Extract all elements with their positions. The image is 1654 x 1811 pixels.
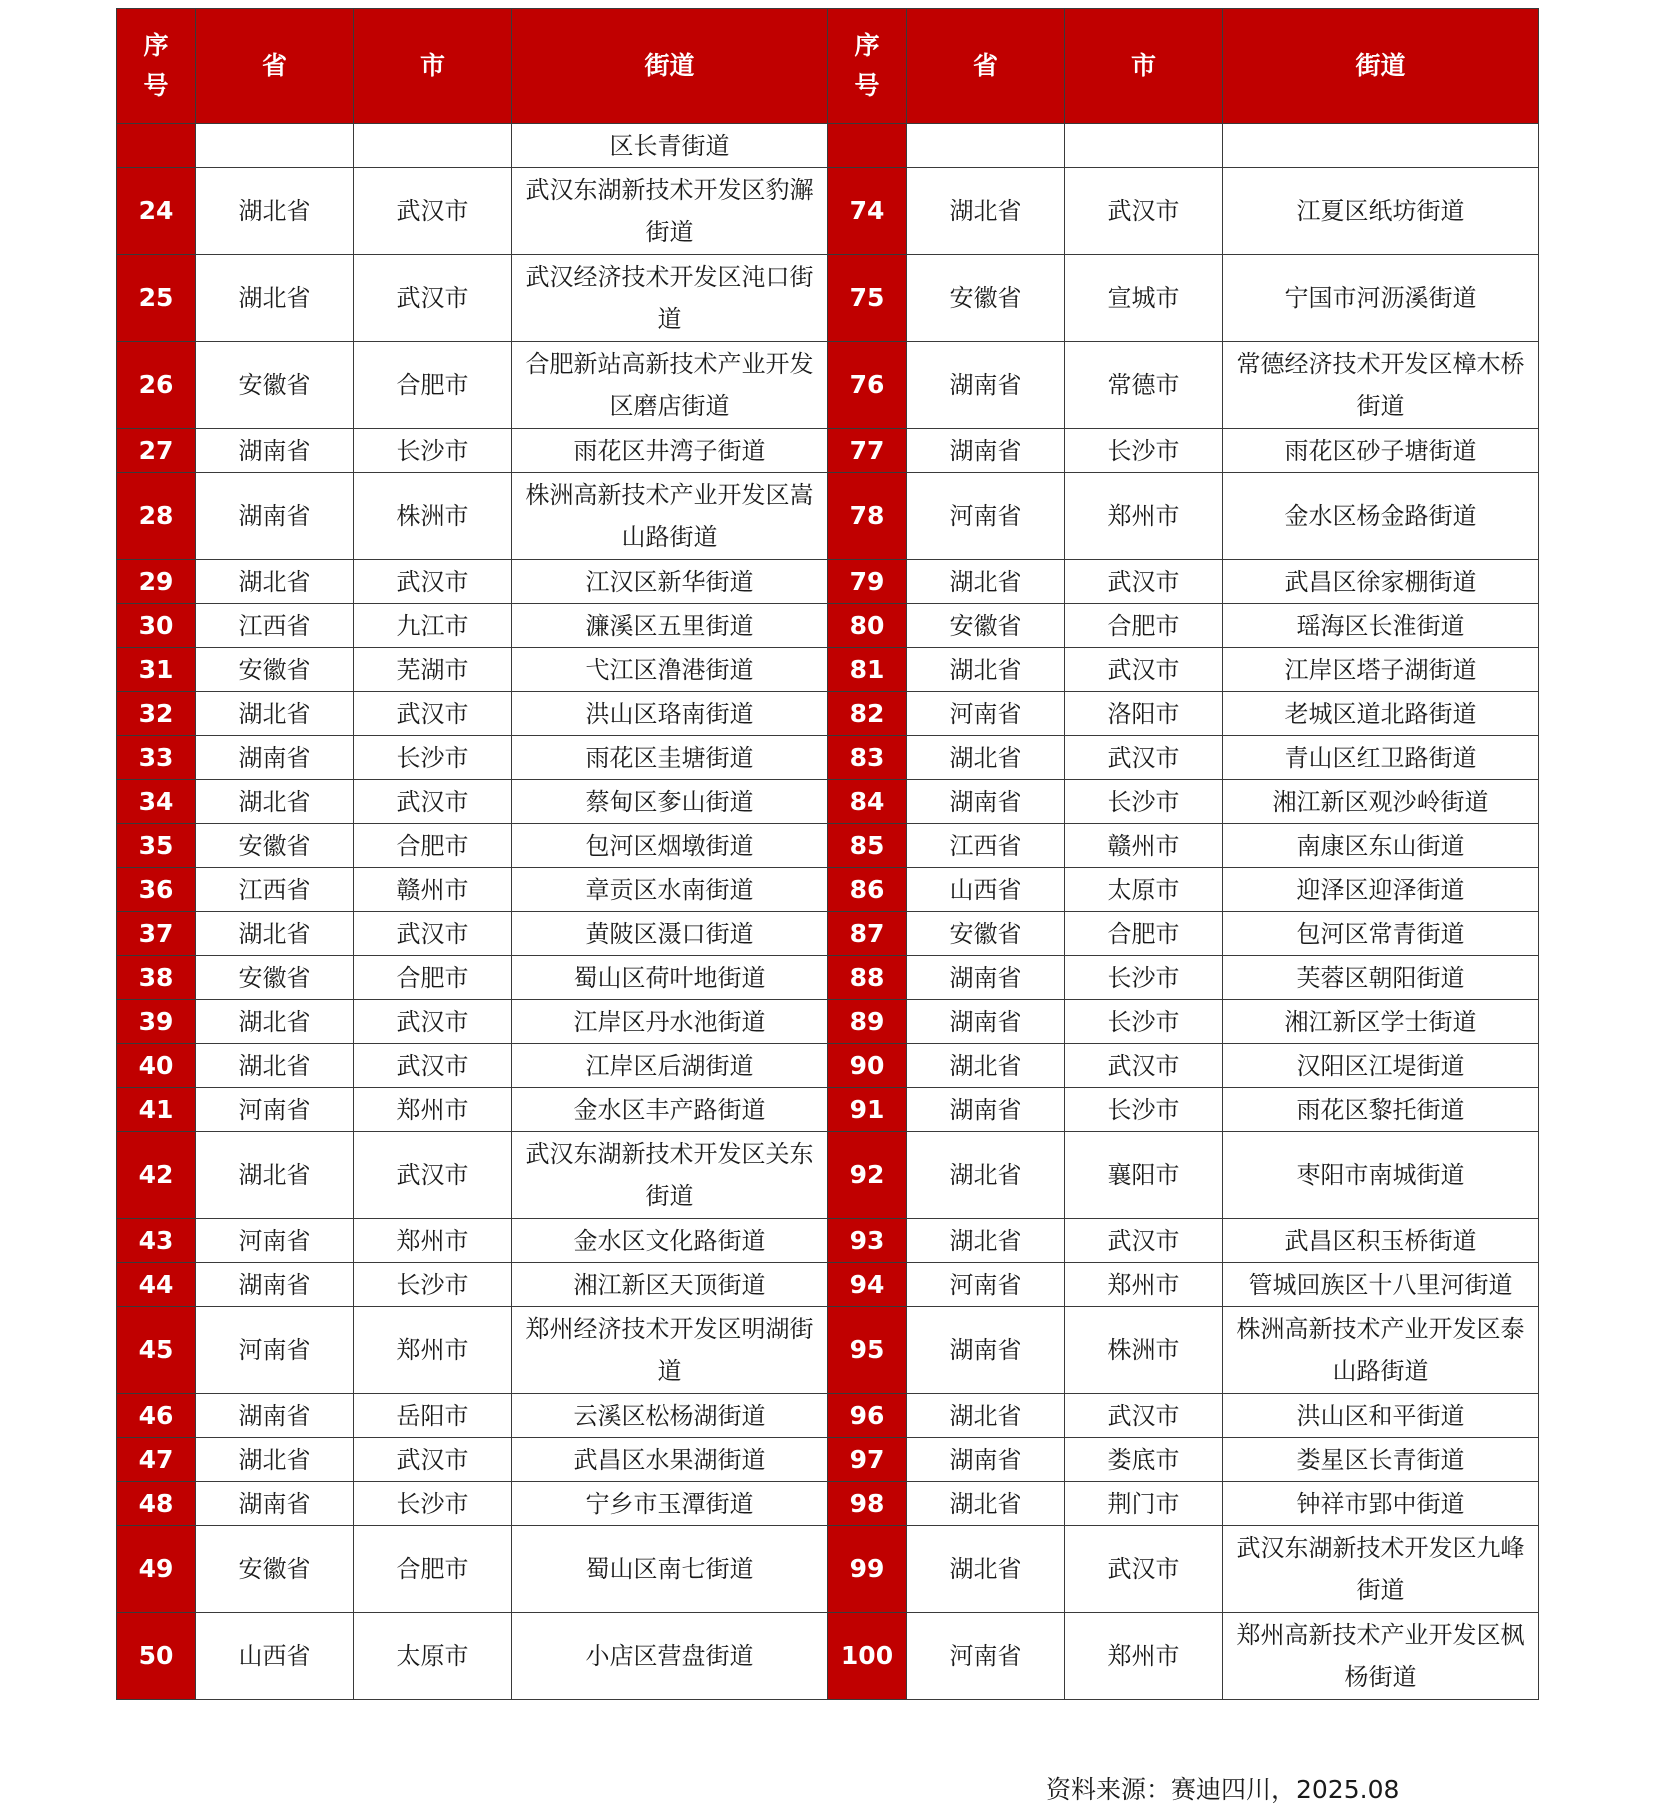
cell-city-2: 武汉市 (1065, 1526, 1223, 1613)
table-row (117, 648, 1539, 692)
cell-no: 34 (117, 780, 196, 824)
cell-no: 44 (117, 1263, 196, 1307)
cell-no: 46 (117, 1394, 196, 1438)
table-row (117, 1132, 1539, 1219)
cell-street: 金水区丰产路街道 (512, 1088, 828, 1132)
cell-city-2: 合肥市 (1065, 604, 1223, 648)
cell-province: 湖北省 (196, 560, 354, 604)
header-province: 省 (196, 9, 354, 124)
cell-city: 武汉市 (354, 912, 512, 956)
cell-province-2: 湖南省 (907, 956, 1065, 1000)
cell-no: 47 (117, 1438, 196, 1482)
cell-province: 江西省 (196, 868, 354, 912)
cell-street: 合肥新站高新技术产业开发区磨店街道 (512, 342, 828, 429)
table-row (117, 604, 1539, 648)
cell-city (354, 124, 512, 168)
cell-province: 湖北省 (196, 1000, 354, 1044)
cell-province: 湖北省 (196, 780, 354, 824)
cell-street-2: 青山区红卫路街道 (1223, 736, 1539, 780)
table-row (117, 1088, 1539, 1132)
cell-province: 安徽省 (196, 824, 354, 868)
cell-city: 郑州市 (354, 1307, 512, 1394)
cell-city-2: 武汉市 (1065, 736, 1223, 780)
cell-no: 43 (117, 1219, 196, 1263)
header-no-2: 序号 (828, 9, 907, 124)
header-province-2: 省 (907, 9, 1065, 124)
cell-city-2: 合肥市 (1065, 912, 1223, 956)
cell-province: 湖北省 (196, 168, 354, 255)
cell-no-2: 76 (828, 342, 907, 429)
cell-no-2: 89 (828, 1000, 907, 1044)
cell-street-2: 枣阳市南城街道 (1223, 1132, 1539, 1219)
header-street: 街道 (512, 9, 828, 124)
cell-province-2: 湖南省 (907, 780, 1065, 824)
cell-province: 安徽省 (196, 648, 354, 692)
cell-province: 湖北省 (196, 1438, 354, 1482)
cell-no-2: 81 (828, 648, 907, 692)
cell-street: 株洲高新技术产业开发区嵩山路街道 (512, 473, 828, 560)
cell-street: 区长青街道 (512, 124, 828, 168)
cell-no-2: 80 (828, 604, 907, 648)
cell-street: 云溪区松杨湖街道 (512, 1394, 828, 1438)
cell-street: 洪山区珞南街道 (512, 692, 828, 736)
cell-street: 江汉区新华街道 (512, 560, 828, 604)
cell-no: 38 (117, 956, 196, 1000)
cell-province-2: 河南省 (907, 692, 1065, 736)
cell-province-2: 湖北省 (907, 1132, 1065, 1219)
cell-street: 蜀山区荷叶地街道 (512, 956, 828, 1000)
table-row (117, 824, 1539, 868)
cell-city: 岳阳市 (354, 1394, 512, 1438)
cell-no: 29 (117, 560, 196, 604)
cell-city: 武汉市 (354, 1438, 512, 1482)
cell-street: 江岸区丹水池街道 (512, 1000, 828, 1044)
cell-no: 26 (117, 342, 196, 429)
table-row (117, 780, 1539, 824)
cell-street: 武昌区水果湖街道 (512, 1438, 828, 1482)
header-city-2: 市 (1065, 9, 1223, 124)
cell-city-2: 荆门市 (1065, 1482, 1223, 1526)
cell-no-2: 74 (828, 168, 907, 255)
cell-city-2: 武汉市 (1065, 1394, 1223, 1438)
cell-no-2: 88 (828, 956, 907, 1000)
cell-province-2: 湖北省 (907, 1526, 1065, 1613)
cell-street-2: 江夏区纸坊街道 (1223, 168, 1539, 255)
cell-street-2: 汉阳区江堤街道 (1223, 1044, 1539, 1088)
cell-province: 湖北省 (196, 255, 354, 342)
cell-no: 28 (117, 473, 196, 560)
cell-street-2: 湘江新区观沙岭街道 (1223, 780, 1539, 824)
cell-province-2: 湖南省 (907, 1088, 1065, 1132)
cell-province-2: 湖北省 (907, 168, 1065, 255)
cell-province: 湖南省 (196, 1394, 354, 1438)
cell-province: 河南省 (196, 1088, 354, 1132)
cell-city: 合肥市 (354, 824, 512, 868)
table-row (117, 1613, 1539, 1700)
cell-street-2: 金水区杨金路街道 (1223, 473, 1539, 560)
cell-province-2: 安徽省 (907, 255, 1065, 342)
cell-city-2: 长沙市 (1065, 956, 1223, 1000)
cell-city: 武汉市 (354, 1000, 512, 1044)
table-row (117, 429, 1539, 473)
cell-province: 湖南省 (196, 473, 354, 560)
cell-province-2: 湖南省 (907, 429, 1065, 473)
cell-no-2: 78 (828, 473, 907, 560)
cell-province: 湖北省 (196, 1044, 354, 1088)
cell-no-2 (828, 124, 907, 168)
cell-city: 郑州市 (354, 1088, 512, 1132)
cell-province-2: 江西省 (907, 824, 1065, 868)
cell-no-2: 84 (828, 780, 907, 824)
cell-city: 长沙市 (354, 1263, 512, 1307)
cell-street: 濂溪区五里街道 (512, 604, 828, 648)
cell-city: 合肥市 (354, 342, 512, 429)
cell-province: 河南省 (196, 1219, 354, 1263)
cell-street-2: 包河区常青街道 (1223, 912, 1539, 956)
cell-no-2: 99 (828, 1526, 907, 1613)
cell-street-2: 娄星区长青街道 (1223, 1438, 1539, 1482)
cell-street: 金水区文化路街道 (512, 1219, 828, 1263)
cell-no-2: 75 (828, 255, 907, 342)
cell-street-2: 钟祥市郢中街道 (1223, 1482, 1539, 1526)
table-row (117, 342, 1539, 429)
cell-no: 50 (117, 1613, 196, 1700)
cell-province-2: 湖南省 (907, 1438, 1065, 1482)
cell-street-2 (1223, 124, 1539, 168)
table-row (117, 1219, 1539, 1263)
cell-province-2: 河南省 (907, 473, 1065, 560)
table-row (117, 473, 1539, 560)
cell-province-2: 山西省 (907, 868, 1065, 912)
cell-city: 合肥市 (354, 956, 512, 1000)
cell-street-2: 郑州高新技术产业开发区枫杨街道 (1223, 1613, 1539, 1700)
cell-no-2: 98 (828, 1482, 907, 1526)
cell-street-2: 洪山区和平街道 (1223, 1394, 1539, 1438)
table-row (117, 1526, 1539, 1613)
cell-province: 湖北省 (196, 912, 354, 956)
cell-province-2: 安徽省 (907, 912, 1065, 956)
cell-street-2: 株洲高新技术产业开发区泰山路街道 (1223, 1307, 1539, 1394)
cell-street-2: 武汉东湖新技术开发区九峰街道 (1223, 1526, 1539, 1613)
cell-city-2: 洛阳市 (1065, 692, 1223, 736)
cell-street: 包河区烟墩街道 (512, 824, 828, 868)
cell-province: 湖南省 (196, 429, 354, 473)
cell-no: 27 (117, 429, 196, 473)
cell-city-2: 郑州市 (1065, 1263, 1223, 1307)
cell-city: 武汉市 (354, 560, 512, 604)
table-row (117, 956, 1539, 1000)
cell-no: 39 (117, 1000, 196, 1044)
table-row (117, 1438, 1539, 1482)
cell-street-2: 宁国市河沥溪街道 (1223, 255, 1539, 342)
cell-province-2: 湖北省 (907, 560, 1065, 604)
cell-city: 赣州市 (354, 868, 512, 912)
cell-no: 30 (117, 604, 196, 648)
table-row (117, 1307, 1539, 1394)
cell-street-2: 管城回族区十八里河街道 (1223, 1263, 1539, 1307)
cell-province-2: 湖北省 (907, 736, 1065, 780)
cell-no-2: 94 (828, 1263, 907, 1307)
cell-city-2: 武汉市 (1065, 648, 1223, 692)
cell-street: 雨花区井湾子街道 (512, 429, 828, 473)
cell-province-2: 湖北省 (907, 1219, 1065, 1263)
cell-province (196, 124, 354, 168)
cell-street-2: 常德经济技术开发区樟木桥街道 (1223, 342, 1539, 429)
cell-province: 安徽省 (196, 342, 354, 429)
cell-city-2: 株洲市 (1065, 1307, 1223, 1394)
cell-no: 45 (117, 1307, 196, 1394)
cell-province-2: 河南省 (907, 1263, 1065, 1307)
cell-no: 49 (117, 1526, 196, 1613)
cell-province: 山西省 (196, 1613, 354, 1700)
table-row (117, 912, 1539, 956)
cell-no-2: 97 (828, 1438, 907, 1482)
cell-city-2: 长沙市 (1065, 1000, 1223, 1044)
cell-city-2: 郑州市 (1065, 1613, 1223, 1700)
cell-no: 35 (117, 824, 196, 868)
cell-province: 河南省 (196, 1307, 354, 1394)
cell-province: 湖北省 (196, 1132, 354, 1219)
cell-street-2: 江岸区塔子湖街道 (1223, 648, 1539, 692)
table-row (117, 1000, 1539, 1044)
cell-street: 弋江区澛港街道 (512, 648, 828, 692)
cell-street-2: 瑶海区长淮街道 (1223, 604, 1539, 648)
cell-city-2: 娄底市 (1065, 1438, 1223, 1482)
street-ranking-table (116, 8, 1539, 1700)
cell-province: 安徽省 (196, 956, 354, 1000)
header-no: 序号 (117, 9, 196, 124)
cell-city: 武汉市 (354, 168, 512, 255)
cell-no (117, 124, 196, 168)
cell-province-2 (907, 124, 1065, 168)
table-row (117, 1394, 1539, 1438)
cell-no-2: 96 (828, 1394, 907, 1438)
cell-no: 40 (117, 1044, 196, 1088)
street-ranking-sheet (116, 8, 1538, 1700)
cell-city: 武汉市 (354, 1044, 512, 1088)
cell-street-2: 武昌区徐家棚街道 (1223, 560, 1539, 604)
cell-city-2: 宣城市 (1065, 255, 1223, 342)
cell-street: 武汉东湖新技术开发区关东街道 (512, 1132, 828, 1219)
cell-no-2: 92 (828, 1132, 907, 1219)
cell-no: 41 (117, 1088, 196, 1132)
cell-street-2: 武昌区积玉桥街道 (1223, 1219, 1539, 1263)
cell-province-2: 湖北省 (907, 1482, 1065, 1526)
cell-no-2: 82 (828, 692, 907, 736)
cell-street: 郑州经济技术开发区明湖街道 (512, 1307, 828, 1394)
cell-street: 章贡区水南街道 (512, 868, 828, 912)
cell-street-2: 湘江新区学士街道 (1223, 1000, 1539, 1044)
cell-city: 芜湖市 (354, 648, 512, 692)
cell-province-2: 湖南省 (907, 1000, 1065, 1044)
cell-street-2: 雨花区砂子塘街道 (1223, 429, 1539, 473)
cell-no: 33 (117, 736, 196, 780)
continuation-row (117, 124, 1539, 168)
cell-no: 36 (117, 868, 196, 912)
cell-no: 37 (117, 912, 196, 956)
cell-province: 湖南省 (196, 736, 354, 780)
cell-province: 湖北省 (196, 692, 354, 736)
cell-city: 太原市 (354, 1613, 512, 1700)
cell-city-2: 太原市 (1065, 868, 1223, 912)
cell-no: 25 (117, 255, 196, 342)
table-row (117, 168, 1539, 255)
table-row (117, 1482, 1539, 1526)
cell-street: 江岸区后湖街道 (512, 1044, 828, 1088)
cell-city-2: 郑州市 (1065, 473, 1223, 560)
cell-city: 长沙市 (354, 429, 512, 473)
table-body (117, 124, 1539, 1700)
cell-no-2: 87 (828, 912, 907, 956)
cell-street: 黄陂区滠口街道 (512, 912, 828, 956)
cell-city-2: 长沙市 (1065, 1088, 1223, 1132)
cell-no-2: 77 (828, 429, 907, 473)
cell-no-2: 79 (828, 560, 907, 604)
cell-province-2: 安徽省 (907, 604, 1065, 648)
cell-city-2 (1065, 124, 1223, 168)
cell-province-2: 湖北省 (907, 1044, 1065, 1088)
cell-street-2: 雨花区黎托街道 (1223, 1088, 1539, 1132)
cell-province-2: 湖南省 (907, 1307, 1065, 1394)
cell-city: 长沙市 (354, 736, 512, 780)
table-row (117, 1044, 1539, 1088)
cell-city: 武汉市 (354, 780, 512, 824)
cell-city: 郑州市 (354, 1219, 512, 1263)
cell-no-2: 91 (828, 1088, 907, 1132)
cell-province: 江西省 (196, 604, 354, 648)
cell-city: 武汉市 (354, 255, 512, 342)
cell-no: 24 (117, 168, 196, 255)
cell-city-2: 武汉市 (1065, 560, 1223, 604)
table-row (117, 255, 1539, 342)
header-street-2: 街道 (1223, 9, 1539, 124)
cell-no-2: 90 (828, 1044, 907, 1088)
cell-street-2: 南康区东山街道 (1223, 824, 1539, 868)
cell-street: 雨花区圭塘街道 (512, 736, 828, 780)
cell-province-2: 湖北省 (907, 1394, 1065, 1438)
cell-street-2: 迎泽区迎泽街道 (1223, 868, 1539, 912)
cell-city: 九江市 (354, 604, 512, 648)
cell-no-2: 100 (828, 1613, 907, 1700)
cell-province-2: 湖北省 (907, 648, 1065, 692)
cell-no-2: 86 (828, 868, 907, 912)
cell-no-2: 83 (828, 736, 907, 780)
cell-no: 42 (117, 1132, 196, 1219)
table-row (117, 692, 1539, 736)
cell-city: 合肥市 (354, 1526, 512, 1613)
cell-city-2: 常德市 (1065, 342, 1223, 429)
cell-city-2: 襄阳市 (1065, 1132, 1223, 1219)
cell-city-2: 赣州市 (1065, 824, 1223, 868)
cell-city: 武汉市 (354, 1132, 512, 1219)
cell-no-2: 85 (828, 824, 907, 868)
source-note: 资料来源：赛迪四川，2025.08 (1046, 1775, 1400, 1804)
table-row (117, 868, 1539, 912)
cell-street: 宁乡市玉潭街道 (512, 1482, 828, 1526)
cell-city-2: 武汉市 (1065, 1044, 1223, 1088)
cell-province: 湖南省 (196, 1263, 354, 1307)
cell-city-2: 武汉市 (1065, 1219, 1223, 1263)
table-row (117, 560, 1539, 604)
table-row (117, 1263, 1539, 1307)
header-row (117, 9, 1539, 124)
cell-no: 31 (117, 648, 196, 692)
cell-street: 蜀山区南七街道 (512, 1526, 828, 1613)
cell-province: 湖南省 (196, 1482, 354, 1526)
cell-city: 长沙市 (354, 1482, 512, 1526)
cell-city: 武汉市 (354, 692, 512, 736)
cell-province: 安徽省 (196, 1526, 354, 1613)
cell-street-2: 芙蓉区朝阳街道 (1223, 956, 1539, 1000)
cell-city-2: 长沙市 (1065, 429, 1223, 473)
cell-no: 48 (117, 1482, 196, 1526)
header-city: 市 (354, 9, 512, 124)
cell-street-2: 老城区道北路街道 (1223, 692, 1539, 736)
table-row (117, 736, 1539, 780)
cell-street: 蔡甸区奓山街道 (512, 780, 828, 824)
cell-no-2: 93 (828, 1219, 907, 1263)
cell-city: 株洲市 (354, 473, 512, 560)
cell-no-2: 95 (828, 1307, 907, 1394)
cell-province-2: 河南省 (907, 1613, 1065, 1700)
cell-province-2: 湖南省 (907, 342, 1065, 429)
cell-city-2: 武汉市 (1065, 168, 1223, 255)
cell-street: 小店区营盘街道 (512, 1613, 828, 1700)
cell-street: 湘江新区天顶街道 (512, 1263, 828, 1307)
cell-street: 武汉经济技术开发区沌口街道 (512, 255, 828, 342)
cell-street: 武汉东湖新技术开发区豹澥街道 (512, 168, 828, 255)
cell-city-2: 长沙市 (1065, 780, 1223, 824)
cell-no: 32 (117, 692, 196, 736)
